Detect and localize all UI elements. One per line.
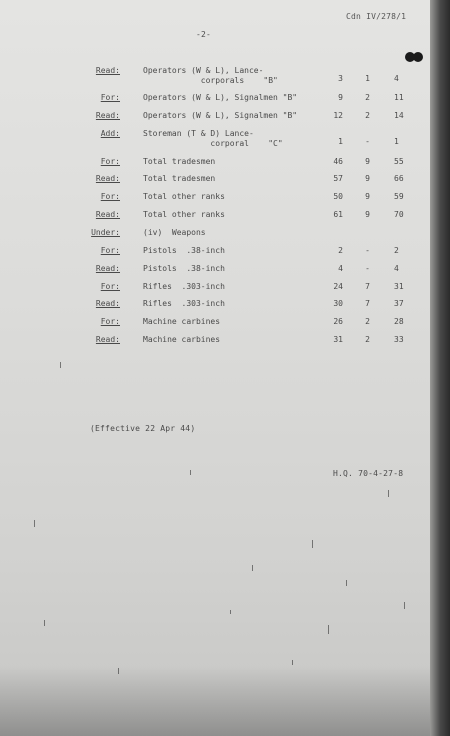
speck — [118, 668, 119, 674]
row-count-cadre: 50 — [333, 192, 343, 201]
row-count-cadre: 1 — [338, 137, 343, 146]
row-count-total: 55 — [394, 157, 404, 166]
row-count-cadre: 9 — [338, 93, 343, 102]
row-action: Read: — [95, 66, 120, 75]
row-count-cadre: 30 — [333, 299, 343, 308]
row-count-total: 1 — [394, 137, 399, 146]
ink-blot — [404, 50, 424, 64]
row-count-attached: - — [365, 246, 370, 255]
row-description: Total tradesmen — [143, 174, 216, 183]
row-action: For: — [100, 246, 120, 255]
document-reference: Cdn IV/278/1 — [346, 12, 407, 21]
row-count-cadre: 2 — [338, 246, 343, 255]
row-action: For: — [100, 317, 120, 326]
row-action: Read: — [95, 111, 120, 120]
row-action: For: — [100, 192, 120, 201]
row-description: Machine carbines — [143, 335, 221, 344]
row-count-total: 4 — [394, 74, 399, 83]
row-description: Operators (W & L), Lance- corporals "B" — [143, 66, 278, 85]
row-count-total: 11 — [394, 93, 404, 102]
row-action: Under: — [91, 228, 120, 237]
row-description: Machine carbines — [143, 317, 221, 326]
effective-date: (Effective 22 Apr 44) — [90, 424, 196, 433]
row-count-attached: 2 — [365, 111, 370, 120]
row-action: Read: — [95, 299, 120, 308]
row-count-attached: 9 — [365, 192, 370, 201]
row-description: Pistols .38-inch — [143, 246, 225, 255]
row-action: For: — [100, 93, 120, 102]
row-count-attached: 7 — [365, 282, 370, 291]
speck — [252, 565, 253, 571]
row-action: Read: — [95, 210, 120, 219]
row-count-cadre: 4 — [338, 264, 343, 273]
page-edge-shadow — [430, 0, 450, 736]
speck — [44, 620, 45, 626]
speck — [34, 520, 35, 527]
row-action: Add: — [100, 129, 120, 138]
speck — [404, 602, 405, 609]
row-description: Total other ranks — [143, 210, 225, 219]
row-count-attached: 9 — [365, 174, 370, 183]
row-description: Pistols .38-inch — [143, 264, 225, 273]
row-description: Storeman (T & D) Lance- corporal "C" — [143, 129, 283, 148]
row-count-attached: - — [365, 137, 370, 146]
row-count-total: 28 — [394, 317, 404, 326]
row-count-attached: 9 — [365, 157, 370, 166]
row-count-cadre: 12 — [333, 111, 343, 120]
row-action: For: — [100, 157, 120, 166]
row-count-total: 70 — [394, 210, 404, 219]
row-description: Operators (W & L), Signalmen "B" — [143, 111, 298, 120]
row-count-total: 31 — [394, 282, 404, 291]
row-count-attached: - — [365, 264, 370, 273]
speck — [292, 660, 293, 665]
speck — [230, 610, 231, 614]
row-count-total: 2 — [394, 246, 399, 255]
hq-reference: H.Q. 70-4-27-8 — [333, 469, 404, 478]
row-count-total: 4 — [394, 264, 399, 273]
row-description: Rifles .303-inch — [143, 299, 225, 308]
row-count-cadre: 46 — [333, 157, 343, 166]
row-count-attached: 2 — [365, 93, 370, 102]
row-count-cadre: 24 — [333, 282, 343, 291]
row-count-attached: 9 — [365, 210, 370, 219]
row-count-total: 33 — [394, 335, 404, 344]
row-action: Read: — [95, 264, 120, 273]
row-description: Rifles .303-inch — [143, 282, 225, 291]
row-count-attached: 2 — [365, 335, 370, 344]
row-action: Read: — [95, 174, 120, 183]
row-count-cadre: 61 — [333, 210, 343, 219]
row-count-attached: 7 — [365, 299, 370, 308]
row-count-cadre: 57 — [333, 174, 343, 183]
row-count-total: 14 — [394, 111, 404, 120]
row-count-total: 37 — [394, 299, 404, 308]
row-description: Total tradesmen — [143, 157, 216, 166]
row-description: Total other ranks — [143, 192, 225, 201]
row-count-attached: 1 — [365, 74, 370, 83]
speck — [346, 580, 347, 586]
speck — [60, 362, 61, 368]
row-count-attached: 2 — [365, 317, 370, 326]
speck — [328, 625, 329, 634]
row-action: Read: — [95, 335, 120, 344]
row-count-cadre: 26 — [333, 317, 343, 326]
speck — [312, 540, 313, 548]
row-count-cadre: 3 — [338, 74, 343, 83]
row-description: (iv) Weapons — [143, 228, 206, 237]
row-action: For: — [100, 282, 120, 291]
speck — [190, 470, 191, 475]
page-number: -2- — [196, 30, 212, 39]
row-count-total: 59 — [394, 192, 404, 201]
row-count-total: 66 — [394, 174, 404, 183]
speck — [388, 490, 389, 497]
row-description: Operators (W & L), Signalmen "B" — [143, 93, 298, 102]
row-count-cadre: 31 — [333, 335, 343, 344]
